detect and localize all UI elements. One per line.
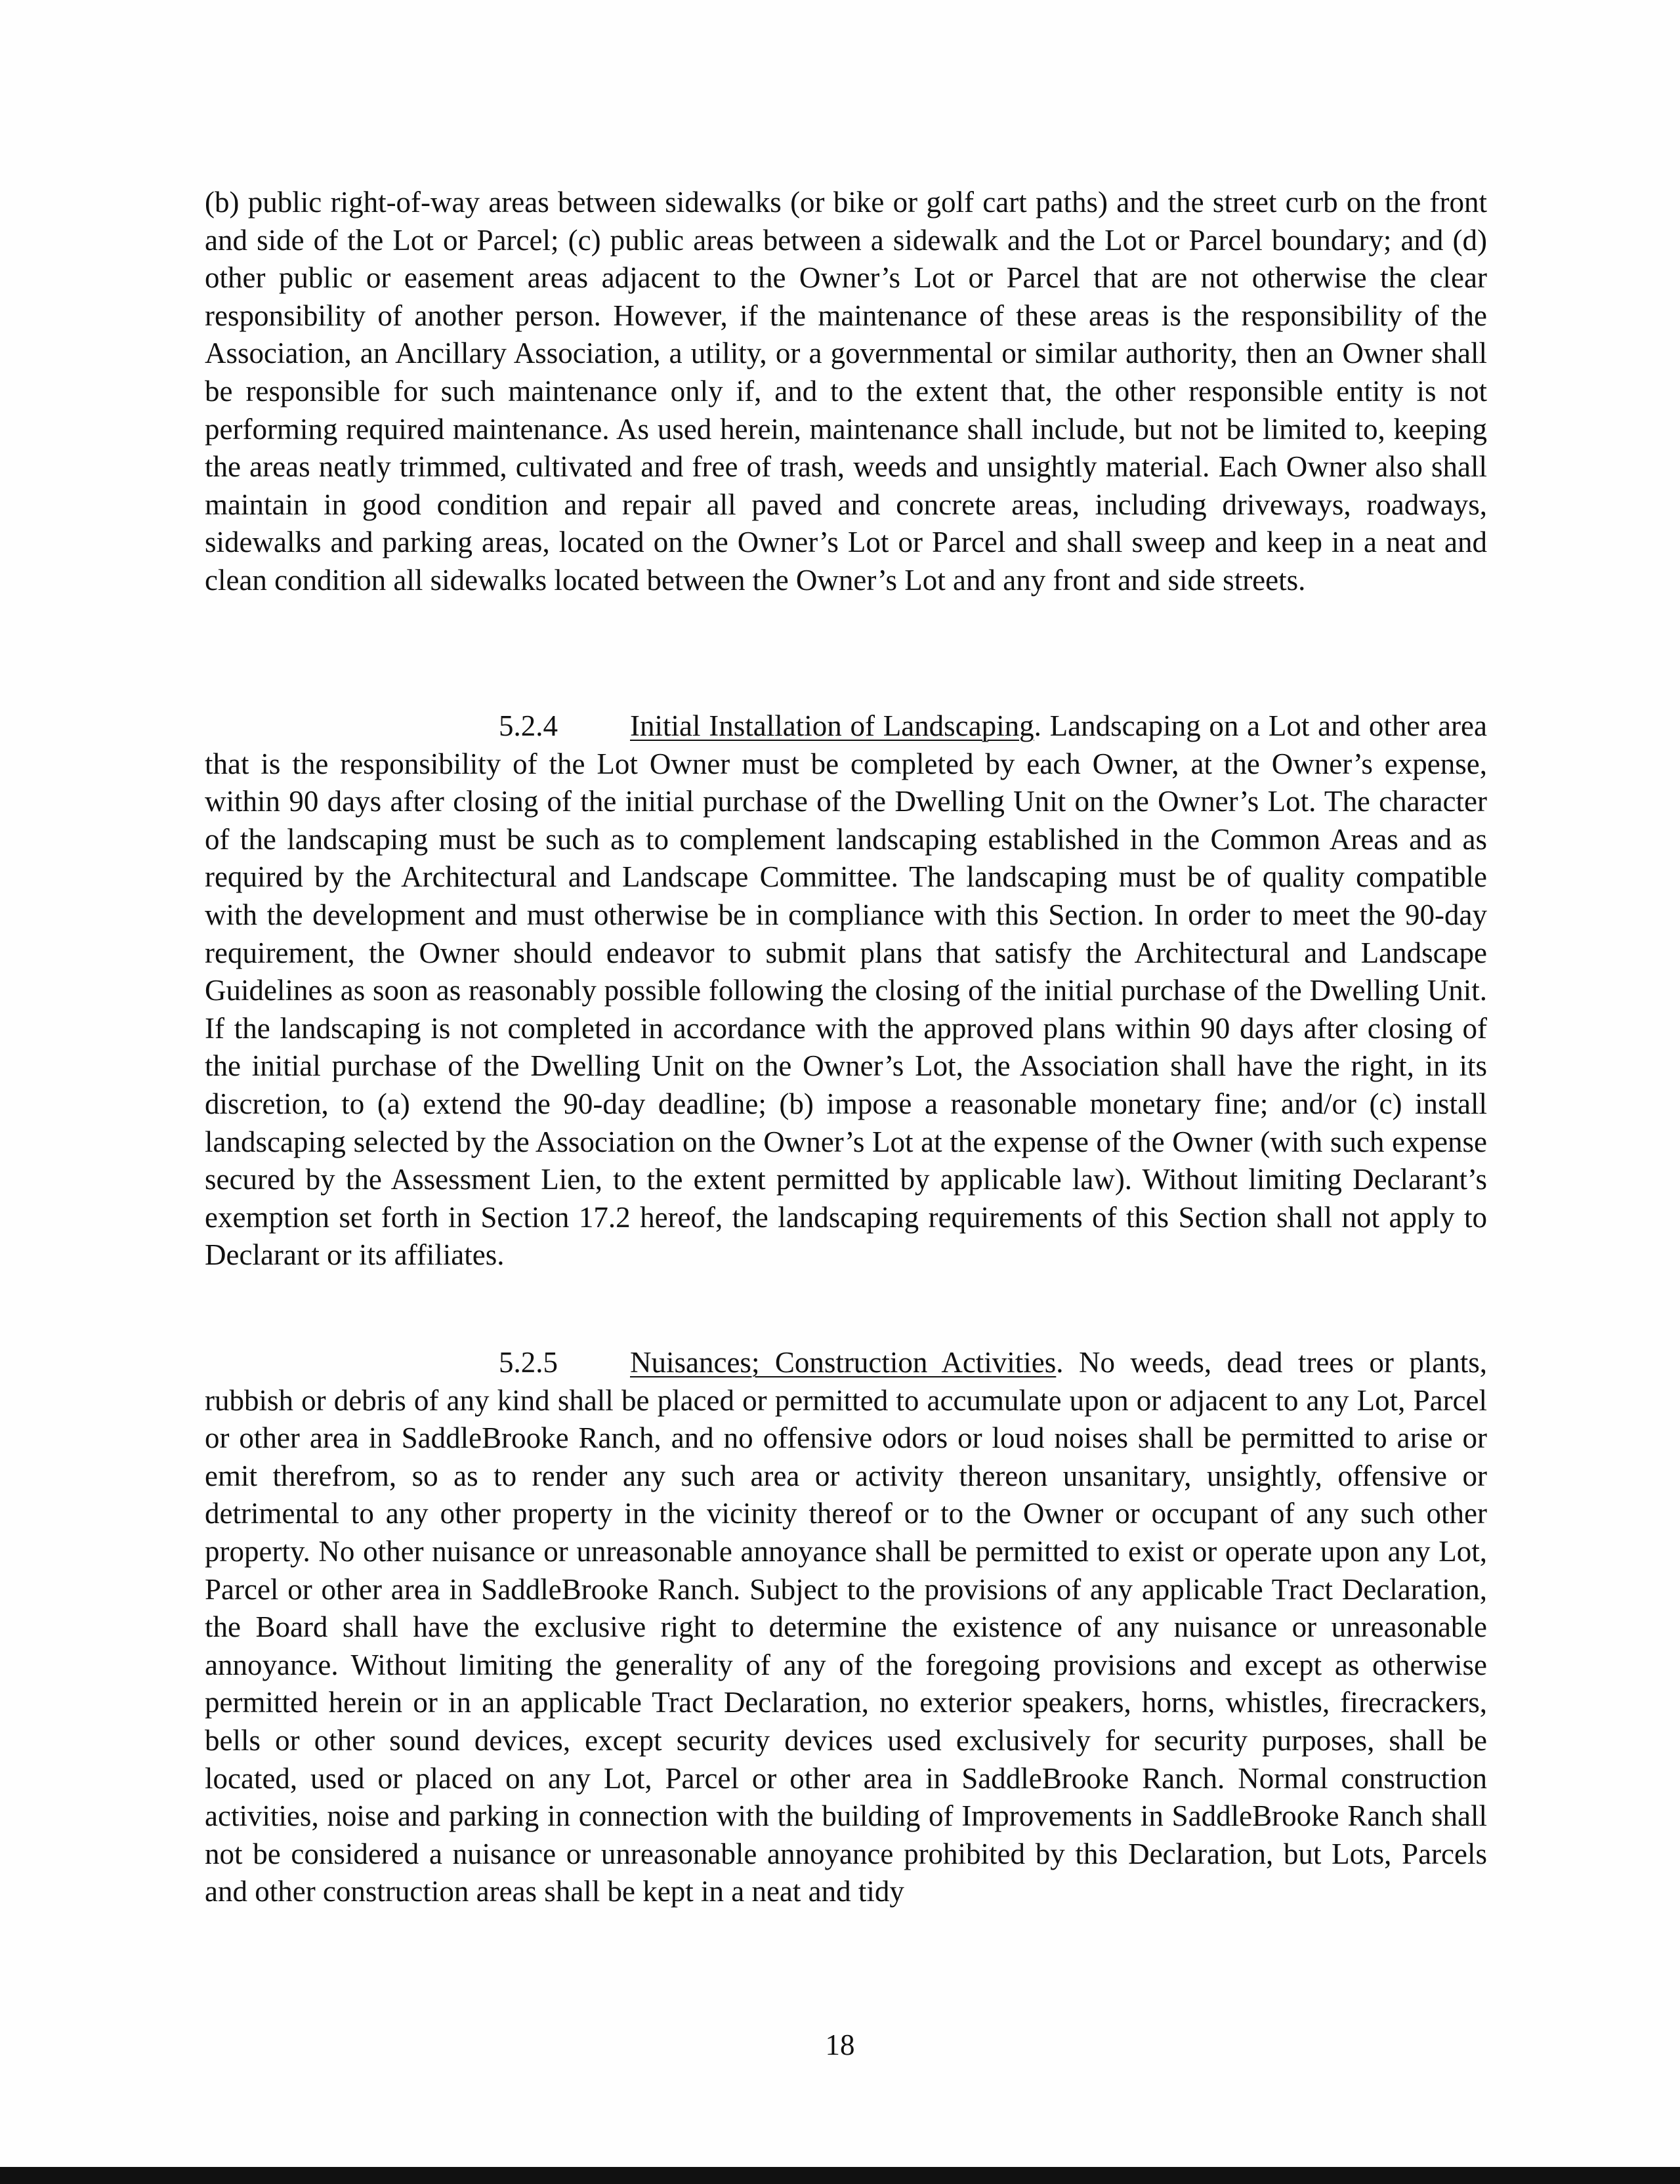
section-title: Initial Installation of Landscaping	[630, 709, 1034, 742]
section-number: 5.2.4	[499, 709, 558, 742]
section-number: 5.2.5	[499, 1346, 558, 1379]
scan-border	[0, 2167, 1680, 2184]
section-5-2-5-paragraph	[205, 1344, 1487, 1911]
section-body: . Landscaping on a Lot and other area that is the responsibility of the Lot Owner must be completed by each Owner, at the Owner’s expense, within 90 days after closing of the initial purchase of the Dwelling Unit on the Owner’s Lot. The character of the landscaping must be such as to complement landscaping established in the Common Areas and as required by the Architectural and Landscape Committee. The landscaping must be of quality compatible with the development and must otherwise be in compliance with this Section. In order to meet the 90-day requirement, the Owner should endeavor to submit plans that satisfy the Architectural and Landscape Guidelines as soon as reasonably possible following the closing of the initial purchase of the Dwelling Unit. If the landscaping is not completed in accordance with the approved plans within 90 days after closing of the initial purchase of the Dwelling Unit on the Owner’s Lot, the Association shall have the right, in its discretion, to (a) extend the 90-day deadline; (b) impose a reasonable monetary fine; and/or (c) install landscaping selected by the Association on the Owner’s Lot at the expense of the Owner (with such expense secured by the Assessment Lien, to the extent permitted by applicable law). Without limiting Declarant’s exemption set forth in Section 17.2 hereof, the landscaping requirements of this Section shall not apply to Declarant or its affiliates.	[205, 709, 1487, 1272]
page-number: 18	[825, 2028, 855, 2061]
section-body: . No weeds, dead trees or plants, rubbish or debris of any kind shall be placed or permitted to accumulate upon or adjacent to any Lot, Parcel or other area in SaddleBrooke Ranch, and no offensive odors or loud noises shall be permitted to arise or emit therefrom, so as to render any such area or activity thereon unsanitary, unsightly, offensive or detrimental to any other property in the vicinity thereof or to the Owner or occupant of any such other property. No other nuisance or unreasonable annoyance shall be permitted to exist or operate upon any Lot, Parcel or other area in SaddleBrooke Ranch. Subject to the provisions of any applicable Tract Declaration, the Board shall have the exclusive right to determine the existence of any nuisance or unreasonable annoyance. Without limiting the generality of any of the foregoing provisions and except as otherwise permitted herein or in an applicable Tract Declaration, no exterior speakers, horns, whistles, firecrackers, bells or other sound devices, except security devices used exclusively for security purposes, shall be located, used or placed on any Lot, Parcel or other area in SaddleBrooke Ranch. Normal construction activities, noise and parking in connection with the building of Improvements in SaddleBrooke Ranch shall not be considered a nuisance or unreasonable annoyance prohibited by this Declaration, but Lots, Parcels and other construction areas shall be kept in a neat and tidy	[205, 1346, 1487, 1908]
paragraph-continued: (b) public right-of-way areas between sidewalks (or bike or golf cart paths) and the street curb on the front and side of the Lot or Parcel; (c) public areas between a sidewalk and the Lot or Parcel boundary; and (d) other public or easement areas adjacent to the Owner’s Lot or Parcel that are not otherwise the clear responsibility of another person. However, if the maintenance of these areas is the responsibility of the Association, an Ancillary Association, a utility, or a governmental or similar authority, then an Owner shall be responsible for such maintenance only if, and to the extent that, the other responsible entity is not performing required maintenance. As used herein, maintenance shall include, but not be limited to, keeping the areas neatly trimmed, cultivated and free of trash, weeds and unsightly material. Each Owner also shall maintain in good condition and repair all paved and concrete areas, including driveways, roadways, sidewalks and parking areas, located on the Owner’s Lot or Parcel and shall sweep and keep in a neat and clean condition all sidewalks located between the Owner’s Lot and any front and side streets.	[205, 186, 1487, 597]
section-title: Nuisances; Construction Activities	[630, 1346, 1057, 1379]
section-5-2-4-paragraph	[205, 707, 1487, 1274]
